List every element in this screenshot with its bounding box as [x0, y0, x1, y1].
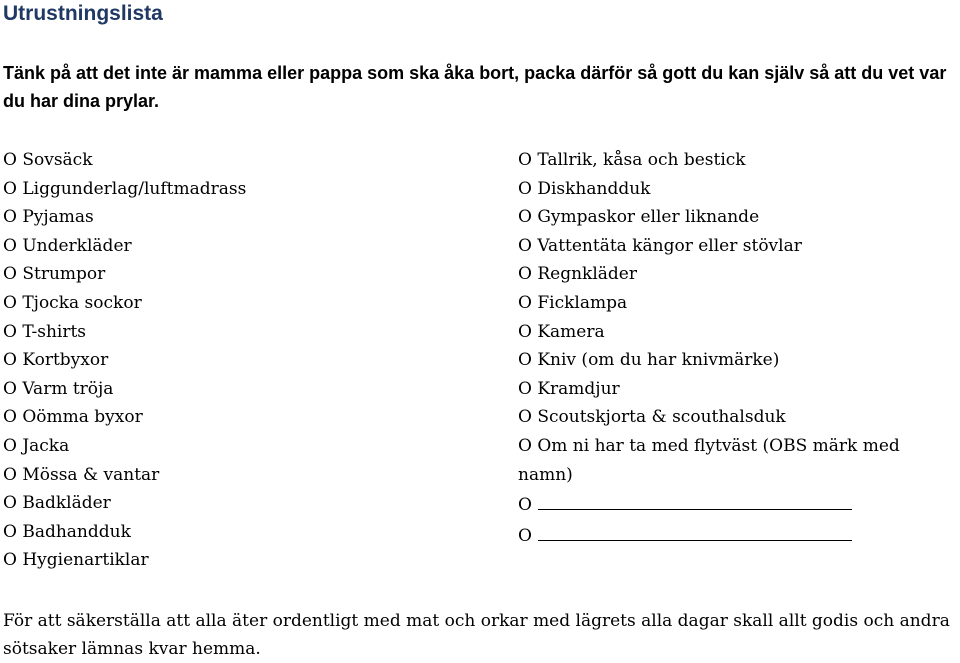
- list-item: O Tallrik, kåsa och bestick: [518, 150, 746, 170]
- footer-note: För att säkerställa att alla äter ordentligt med mat och orkar med lägrets alla dagar skall allt godis och andra sötsaker lämnas kvar hemma.: [3, 611, 950, 659]
- list-item: O Pyjamas: [3, 207, 94, 228]
- list-item: O Underkläder: [3, 235, 132, 256]
- list-item: O Varm tröja: [3, 378, 114, 399]
- list-item: O Strumpor: [3, 264, 106, 285]
- checklist-left-column: [3, 146, 483, 575]
- list-item: O Diskhandduk: [518, 178, 651, 199]
- list-item: O Ficklampa: [518, 292, 628, 313]
- list-item: O Regnkläder: [518, 264, 637, 285]
- list-item: O Gympaskor eller liknande: [518, 207, 760, 228]
- list-item: O Badkläder: [3, 493, 111, 514]
- list-item: O Kamera: [518, 321, 605, 342]
- list-item: O Kortbyxor: [3, 350, 109, 371]
- blank-marker: O: [518, 525, 532, 546]
- list-item: O Liggunderlag/luftmadrass: [3, 178, 247, 199]
- list-item: O Oömma byxor: [3, 407, 143, 428]
- list-item: O Kramdjur: [518, 378, 620, 399]
- checklist-right-column: [518, 146, 948, 550]
- blank-line: [538, 520, 852, 541]
- list-item: O T-shirts: [3, 321, 87, 342]
- page-title: Utrustningslista: [3, 2, 163, 25]
- list-item: O Mössa & vantar: [3, 464, 160, 485]
- blank-marker: O: [518, 495, 532, 516]
- intro-text: Tänk på att det inte är mamma eller pappa som ska åka bort, packa därför så gott du kan själv så att du vet var du har dina prylar.: [3, 63, 947, 111]
- list-item: O Tjocka sockor: [3, 292, 142, 313]
- list-item: O Kniv (om du har knivmärke): [518, 350, 780, 371]
- list-item: O Sovsäck: [3, 150, 93, 170]
- list-item: O Om ni har ta med flytväst (OBS märk med namn): [518, 435, 900, 485]
- blank-list-item: [518, 489, 948, 520]
- list-item: O Hygienartiklar: [3, 550, 149, 571]
- blank-list-item: [518, 520, 948, 551]
- list-item: O Badhandduk: [3, 521, 131, 542]
- list-item: O Scoutskjorta & scouthalsduk: [518, 407, 786, 428]
- list-item: O Jacka: [3, 435, 70, 456]
- blank-line: [538, 489, 852, 510]
- list-item: O Vattentäta kängor eller stövlar: [518, 235, 802, 256]
